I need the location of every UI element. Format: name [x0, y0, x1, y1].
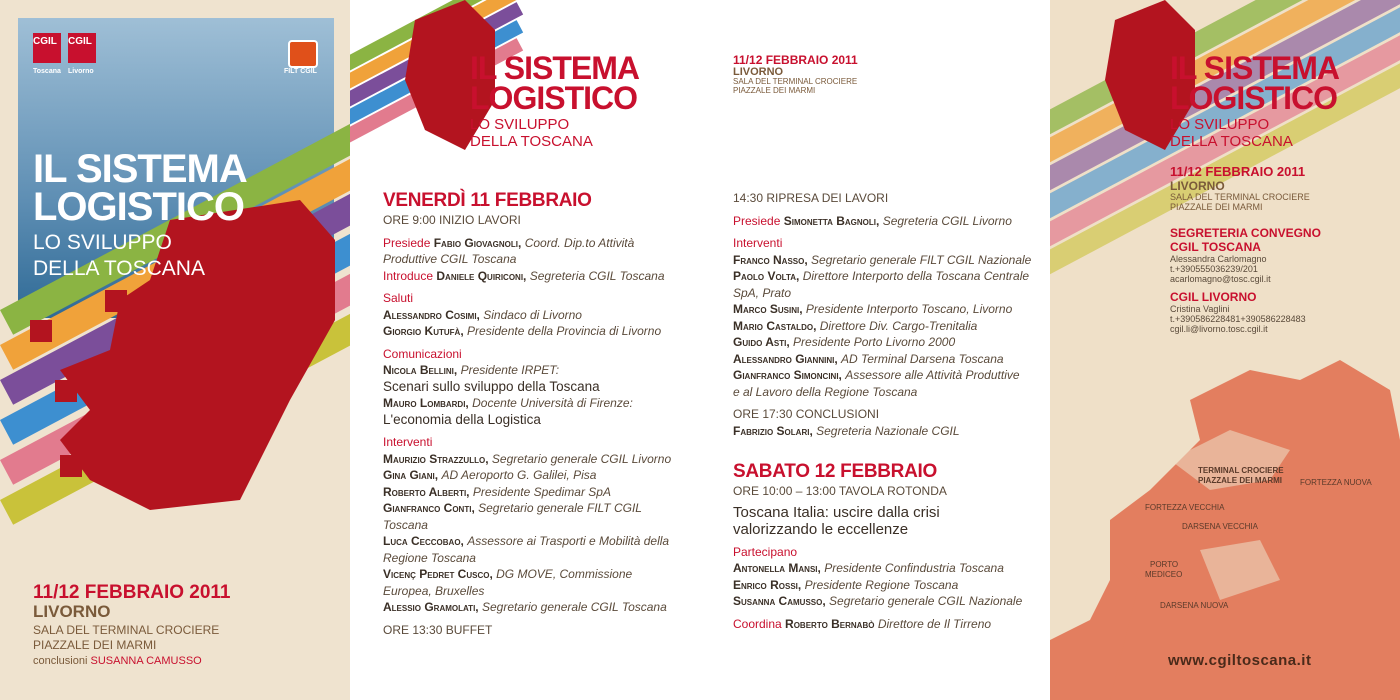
back-date: 11/12 FEBBRAIO 2011: [1170, 164, 1306, 179]
speaker-role: Presidente Porto Livorno 2000: [793, 335, 956, 349]
partecipante-item: [733, 577, 1033, 594]
speaker-name: Roberto Bernabò: [785, 616, 875, 631]
cover-conclusions: [33, 655, 202, 667]
program-title-line1: IL SISTEMA: [470, 50, 639, 86]
intervento-item: [383, 533, 683, 550]
speaker-name: Fabrizio Solari,: [733, 423, 813, 438]
presiede-label: Presiede: [733, 213, 781, 228]
partecipante-item: [733, 593, 1033, 610]
intervento-item: [733, 351, 1033, 368]
speaker-role: Presidente Confindustria Toscana: [824, 561, 1004, 575]
secretariat-person: Alessandra Carlomagno: [1170, 254, 1267, 264]
program-header-venue1: SALA DEL TERMINAL CROCIERE: [733, 77, 858, 86]
website-link[interactable]: www.cgiltoscana.it: [1168, 652, 1312, 669]
day2-heading: SABATO 12 FEBBRAIO: [733, 461, 937, 482]
map-label-darsena-vecchia: DARSENA VECCHIA: [1182, 522, 1259, 531]
intervento-item: [733, 252, 1033, 269]
speaker-name: Luca Ceccobao,: [383, 534, 464, 548]
day1-column: [383, 190, 683, 638]
partecipante-item: [733, 560, 1033, 577]
intervento-item: [383, 467, 683, 484]
back-venue1: SALA DEL TERMINAL CROCIERE: [1170, 192, 1310, 202]
cover-date: 11/12 FEBBRAIO 2011: [33, 582, 231, 603]
intervento-item: [383, 451, 683, 468]
cover-subtitle-line1: LO SVILUPPO: [33, 231, 172, 254]
speaker-name: Vicenç Pedret Cusco,: [383, 567, 493, 581]
speaker-name: Gina Giani,: [383, 468, 439, 482]
speaker-role: Segretario generale CGIL Livorno: [491, 451, 672, 466]
speaker-role-cont: e al Lavoro della Regione Toscana: [733, 384, 918, 399]
program-subtitle-line1: LO SVILUPPO: [470, 116, 570, 133]
speaker-name: Susanna Camusso,: [733, 594, 826, 608]
livorno-person: Cristina Vaglini: [1170, 304, 1230, 314]
speaker-role: Presidente Regione Toscana: [804, 577, 959, 592]
presiede-name: Simonetta Bagnoli,: [783, 213, 880, 228]
saluti-item: [383, 323, 683, 340]
intervento-item: [733, 318, 1033, 335]
presiede-label: Presiede: [383, 235, 431, 250]
secretariat-org: CGIL TOSCANA: [1170, 240, 1261, 254]
livorno-phone: t.+390586228481+390586228483: [1170, 314, 1306, 324]
speaker-role-cont: SpA, Prato: [733, 285, 792, 300]
cover-title-line2: LOGISTICO: [33, 185, 244, 229]
speaker-role-cont: Toscana: [383, 517, 428, 532]
speaker-name: Enrico Rossi,: [733, 577, 802, 592]
com-topic: L'economia della Logistica: [383, 411, 541, 427]
com-item: [383, 362, 683, 379]
program-header-date: 11/12 FEBBRAIO 2011: [733, 53, 858, 67]
day1-presiede: [383, 235, 683, 252]
filt-cgil-logo: [288, 40, 318, 68]
speaker-name: Alessandro Giannini,: [733, 351, 838, 366]
intervento-item: [733, 367, 1033, 384]
secretariat-phone: t.+390555036239/201: [1170, 264, 1258, 274]
speaker-role: Presidente Spedimar SpA: [472, 484, 611, 499]
day1-heading: VENERDÌ 11 FEBBRAIO: [383, 190, 592, 211]
map-label-darsena-nuova: DARSENA NUOVA: [1160, 601, 1229, 610]
comunicazioni-label: Comunicazioni: [383, 346, 462, 361]
speaker-role: Presidente della Provincia di Livorno: [467, 324, 662, 338]
cgil-livorno-logo-sub: Livorno: [68, 68, 94, 75]
com-item: [383, 395, 683, 412]
intervento-item: [733, 301, 1033, 318]
back-subtitle-line2: DELLA TOSCANA: [1170, 133, 1293, 150]
intervento-item: [733, 268, 1033, 285]
intervento-item: [383, 566, 683, 583]
cover-conclusions-label: conclusioni: [33, 655, 88, 667]
back-city: LIVORNO: [1170, 179, 1225, 193]
speaker-role-cont: Regione Toscana: [383, 550, 476, 565]
speaker-role: Direttore de Il Tirreno: [877, 616, 992, 631]
speaker-role: Assessore ai Trasporti e Mobilità della: [467, 534, 670, 548]
speaker-name: Gianfranco Conti,: [383, 501, 475, 515]
map-label-fortezza-vecchia: FORTEZZA VECCHIA: [1145, 503, 1225, 512]
livorno-email[interactable]: cgil.li@livorno.tosc.cgil.it: [1170, 324, 1268, 334]
speaker-name: Marco Susini,: [733, 302, 803, 316]
coordina-item: [733, 616, 1033, 633]
buffet: ORE 13:30 BUFFET: [383, 622, 493, 637]
program-header-venue2: PIAZZALE DEI MARMI: [733, 86, 816, 95]
saluti-label: Saluti: [383, 291, 414, 305]
intervento-item: [733, 334, 1033, 351]
speaker-role: Docente Università di Firenze:: [472, 396, 633, 410]
speaker-role: Segretario generale FILT CGIL Nazionale: [811, 252, 1032, 267]
day2-topic-line1: Toscana Italia: uscire dalla crisi: [733, 503, 940, 521]
speaker-name: Gianfranco Simoncini,: [733, 368, 842, 382]
filt-cgil-logo-text: FILT CGIL: [284, 68, 317, 75]
speaker-role: Segreteria Nazionale CGIL: [816, 423, 960, 438]
conclusioni-time: ORE 17:30 CONCLUSIONI: [733, 407, 880, 421]
day2-topic-line2: valorizzando le eccellenze: [733, 520, 909, 538]
map-label-mediceo: MEDICEO: [1145, 570, 1183, 579]
speaker-name: Nicola Bellini,: [383, 363, 458, 377]
speaker-name: Roberto Alberti,: [383, 484, 470, 499]
back-panel: [1050, 0, 1400, 700]
program-header-city: LIVORNO: [733, 66, 784, 78]
cover-title-line1: IL SISTEMA: [33, 147, 247, 191]
speaker-name: Giorgio Kutufà,: [383, 324, 464, 338]
day1-introduce: [383, 268, 683, 285]
partecipano-label: Partecipano: [733, 544, 798, 559]
speaker-name: Guido Asti,: [733, 335, 790, 349]
cover-city: LIVORNO: [33, 602, 111, 621]
day1b-column: [733, 190, 1033, 632]
interventi-label: Interventi: [733, 236, 783, 250]
intervento-item: [383, 500, 683, 517]
cgil-toscana-logo-text: CGIL: [33, 36, 57, 47]
presiede-role: Coord. Dip.to Attività: [524, 235, 635, 250]
back-title-line1: IL SISTEMA: [1170, 50, 1339, 86]
map-label-piazzale: PIAZZALE DEI MARMI: [1198, 476, 1282, 485]
speaker-name: Paolo Volta,: [733, 269, 800, 283]
speaker-role: Presidente Interporto Toscano, Livorno: [805, 302, 1013, 316]
introduce-label: Introduce: [383, 268, 434, 283]
speaker-role: Segretario generale FILT CGIL: [478, 501, 642, 515]
map-label-porto: PORTO: [1150, 560, 1179, 569]
coordina-label: Coordina: [733, 616, 782, 631]
speaker-role-cont: Europea, Bruxelles: [383, 583, 485, 598]
speaker-role: Presidente IRPET:: [460, 363, 560, 377]
speaker-role: Assessore alle Attività Produttive: [845, 368, 1020, 382]
speaker-role: Direttore Interporto della Toscana Centrale: [802, 269, 1030, 283]
map-label-terminal: TERMINAL CROCIERE: [1198, 466, 1284, 475]
speaker-role: DG MOVE, Commissione: [496, 567, 633, 581]
speaker-name: Mauro Lombardi,: [383, 396, 469, 410]
speaker-role: Direttore Div. Cargo-Trenitalia: [819, 318, 978, 333]
intervento-item: [383, 599, 683, 616]
interventi-label: Interventi: [383, 435, 433, 449]
conclusioni-item: [733, 423, 1033, 440]
program-title-line2: LOGISTICO: [470, 80, 637, 116]
cover-venue-line2: PIAZZALE DEI MARMI: [33, 638, 157, 652]
program-subtitle-line2: DELLA TOSCANA: [470, 133, 593, 150]
speaker-role: AD Aeroporto G. Galilei, Pisa: [441, 468, 597, 482]
back-title-line2: LOGISTICO: [1170, 80, 1337, 116]
cgil-toscana-logo-sub: Toscana: [33, 68, 61, 75]
speaker-name: Franco Nasso,: [733, 252, 808, 267]
speaker-role: AD Terminal Darsena Toscana: [841, 351, 1004, 366]
day1-start: ORE 9:00 INIZIO LAVORI: [383, 213, 521, 227]
map-label-fortezza-nuova: FORTEZZA NUOVA: [1300, 478, 1372, 487]
saluti-item: [383, 307, 683, 324]
back-subtitle-line1: LO SVILUPPO: [1170, 116, 1270, 133]
speaker-name: Alessio Gramolati,: [383, 600, 479, 614]
harbor-map: [1050, 320, 1400, 700]
speaker-name: Antonella Mansi,: [733, 561, 821, 575]
program-panel: [350, 0, 1050, 700]
speaker-name: Maurizio Strazzullo,: [383, 451, 489, 466]
cover-venue-line1: SALA DEL TERMINAL CROCIERE: [33, 623, 220, 637]
com-topic: Scenari sullo sviluppo della Toscana: [383, 378, 600, 394]
intervento-item: [383, 484, 683, 501]
speaker-name: Mario Castaldo,: [733, 318, 817, 333]
cover-conclusions-name: SUSANNA CAMUSSO: [90, 655, 202, 667]
presiede-role: Segreteria CGIL Livorno: [882, 213, 1012, 228]
secretariat-label: SEGRETERIA CONVEGNO: [1170, 226, 1321, 240]
speaker-role: Sindaco di Livorno: [483, 307, 582, 322]
cover-panel: [0, 0, 350, 700]
back-venue2: PIAZZALE DEI MARMI: [1170, 202, 1263, 212]
ripresa: 14:30 RIPRESA DEI LAVORI: [733, 191, 889, 205]
secretariat-email[interactable]: acarlomagno@tosc.cgil.it: [1170, 274, 1271, 284]
day1b-presiede: [733, 213, 1033, 230]
speaker-role: Segretario generale CGIL Nazionale: [829, 594, 1023, 608]
day2-time: ORE 10:00 – 13:00 TAVOLA ROTONDA: [733, 484, 947, 498]
cover-subtitle-line2: DELLA TOSCANA: [33, 257, 205, 280]
speaker-name: Alessandro Cosimi,: [383, 307, 480, 322]
introduce-name: Daniele Quiriconi,: [436, 268, 527, 283]
presiede-name: Fabio Giovagnoli,: [433, 235, 522, 250]
livorno-org: CGIL LIVORNO: [1170, 290, 1257, 304]
presiede-role-cont: Produttive CGIL Toscana: [383, 252, 517, 266]
introduce-role: Segreteria CGIL Toscana: [529, 268, 665, 283]
speaker-role: Segretario generale CGIL Toscana: [481, 600, 667, 614]
cgil-livorno-logo-text: CGIL: [68, 36, 92, 47]
